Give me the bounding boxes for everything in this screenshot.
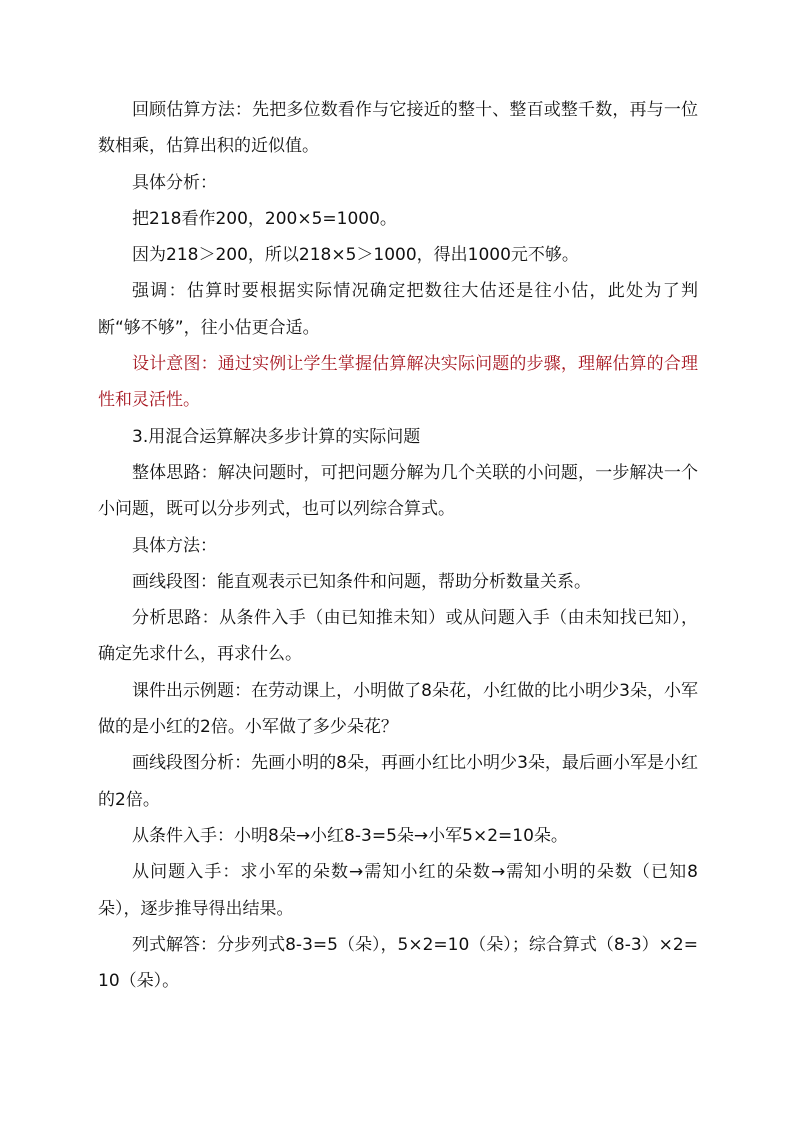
paragraph-example-problem: 课件出示例题：在劳动课上，小明做了8朵花，小红做的比小明少3朵，小军做的是小红的2倍。小军做了多少朵花？ [98, 680, 698, 738]
paragraph-line-diagram: 画线段图：能直观表示已知条件和问题，帮助分析数量关系。 [132, 571, 591, 592]
paragraph-estimate-218: 把218看作200，200×5=1000。 [132, 208, 397, 229]
document-body [98, 92, 698, 999]
paragraph-diagram-analysis: 画线段图分析：先画小明的8朵，再画小红比小明少3朵，最后画小军是小红的2倍。 [98, 753, 698, 810]
paragraph-analysis-approach: 分析思路：从条件入手（由已知推未知）或从问题入手（由未知找已知），确定先求什么，再求什么。 [98, 608, 698, 665]
paragraph-overall-approach: 整体思路：解决问题时，可把问题分解为几个关联的小问题，一步解决一个小问题，既可以分步列式，也可以列综合算式。 [98, 462, 698, 520]
paragraph-from-question: 从问题入手：求小军的朵数→需知小红的朵数→需知小明的朵数（已知8朵），逐步推导得出结果。 [98, 862, 698, 919]
paragraph-methods-heading: 具体方法： [132, 535, 217, 556]
paragraph-specific-analysis-heading: 具体分析： [132, 172, 217, 193]
paragraph-estimate-conclusion: 因为218＞200，所以218×5＞1000，得出1000元不够。 [132, 245, 579, 266]
paragraph-from-conditions: 从条件入手：小明8朵→小红8-3=5朵→小军5×2=10朵。 [132, 825, 568, 846]
section-heading-mixed-operations: 3.用混合运算解决多步计算的实际问题 [132, 426, 421, 447]
paragraph-emphasis: 强调：估算时要根据实际情况确定把数往大估还是往小估，此处为了判断“够不够”，往小估更合适。 [98, 281, 698, 338]
paragraph-solution: 列式解答：分步列式8-3=5（朵），5×2=10（朵）；综合算式（8-3）×2=10（朵）。 [98, 934, 698, 992]
paragraph-estimation-method: 回顾估算方法：先把多位数看作与它接近的整十、整百或整千数，再与一位数相乘，估算出积的近似值。 [98, 100, 698, 157]
paragraph-design-intent: 设计意图：通过实例让学生掌握估算解决实际问题的步骤，理解估算的合理性和灵活性。 [98, 354, 698, 411]
